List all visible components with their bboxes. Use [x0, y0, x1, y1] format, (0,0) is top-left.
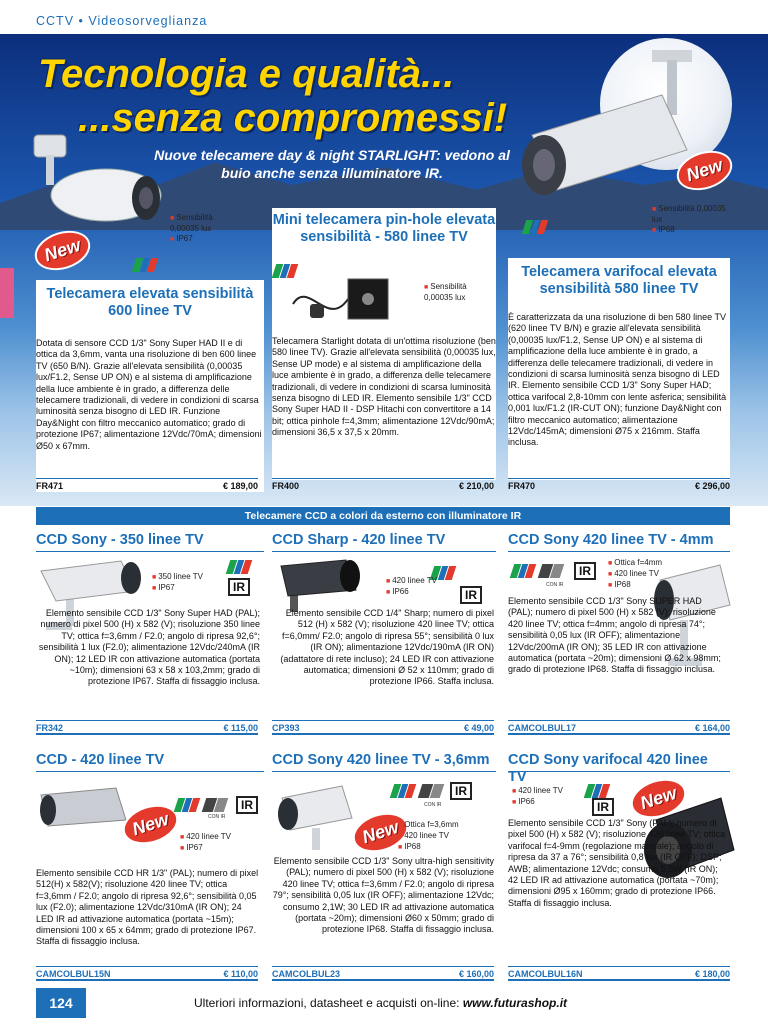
camera-image-fr400	[288, 274, 408, 334]
feature-item: ■ 420 linee TV	[608, 569, 678, 580]
product-card-fr471	[36, 280, 264, 492]
product-title: CCD Sony 420 linee TV - 3,6mm	[272, 752, 496, 772]
ir-badge: IR	[592, 798, 614, 816]
p1-features	[170, 213, 240, 245]
product-code: CAMCOLBUL23	[272, 969, 341, 979]
camera-image-cp393	[276, 556, 376, 616]
p8-features	[398, 820, 494, 853]
con-ir-label: CON IR	[546, 582, 564, 588]
feature-item: ■ Ottica f=4mm	[608, 558, 678, 569]
product-code: CP393	[272, 723, 300, 733]
feature-item: ■ 350 linee TV	[152, 572, 222, 583]
product-card-fr400	[272, 208, 496, 480]
p9-features	[512, 786, 582, 808]
product-description: Elemento sensibile CCD 1/4" Sharp; numero di pixel 512 (H) x 582 (V); risoluzione 420 linee TV; ottica f=6,0mm/ F2.0; angolo di ripresa 55°; sensibilità 0 lux (IR ON); alimentazione 12Vdc/190mA (IR ON) (adattatore di rete incluso); 24 LED IR con attivazione automatica; dimensioni Ø 52 x 110mm; grado di protezione IP66. Staffa inclusa.	[280, 608, 494, 687]
con-ir-label: CON IR	[208, 814, 226, 820]
feature-item: ■ IP67	[180, 843, 250, 854]
new-badge: New	[118, 798, 184, 851]
pal-flag-icon	[522, 220, 549, 234]
product-description: È caratterizzata da una risoluzione di ben 580 linee TV (620 linee TV B/N) e grazie all'elevata sensibilità (0,00035 lux/F1.2, Sense UP ON) e al sistema di amplificazione della luce ambiente è in grado, a differenza delle telecamere tradizionali, di vedere in condizioni di scarsa luminosità senza bisogno di LED IR. Elemento sensibile CCD 1/3" Sony Super HAD; ottica varifocal 2,8-10mm con lente asferica; sensibilità 0,001 lux/F1.2 (IR-CUT ON); funzione Day&Night con filtro meccanico automatico; alimentazione 12Vdc/145mA; dimensioni Ø75 x 216mm. Staffa inclusa.	[508, 312, 727, 448]
feature-item: ■ IP68	[398, 842, 494, 853]
product-price: € 49,00	[463, 723, 494, 733]
product-description: Elemento sensibile CCD 1/3" Sony (PAL); numero di pixel 500 (H) x 582 (V); risoluzione 420 linee TV; ottica varifocal f=4-9mm (regolazione manuale); angolo di ripresa da 37 a 76°; sensibilità 0,8 lux (IR OFF); DSP; AWB; alimentazione 12Vdc; consumo 5,5W (IR ON); 42 LED IR ad attivazione automatica (portata ~70m); dimensioni Ø95 x 160mm; grado di protezione IP66. Staffa di fissaggio inclusa.	[508, 818, 726, 908]
price-row	[36, 966, 258, 981]
pal-flag-icon	[226, 560, 253, 574]
feature-item: ■ 420 linee TV	[180, 832, 250, 843]
hero-title-line1: Tecnologia e qualità...	[38, 52, 455, 96]
side-tab-marker	[0, 268, 14, 318]
price-row	[272, 966, 494, 981]
feature-item: ■ Sensibilità 0,00035 lux	[424, 282, 494, 303]
pal-flag-icon	[584, 784, 611, 798]
pal-flag-icon	[390, 784, 417, 798]
new-badge: New	[626, 772, 692, 825]
product-price: € 210,00	[458, 481, 494, 491]
footer-info: Ulteriori informazioni, datasheet e acquisti on-line:	[194, 996, 460, 1010]
price-row	[508, 720, 730, 735]
feature-item: ■ 420 linee TV	[512, 786, 582, 797]
price-row	[272, 478, 494, 491]
feature-item: ■ IP66	[386, 587, 446, 598]
feature-item: ■ IP68	[608, 580, 678, 591]
product-price: € 296,00	[694, 481, 730, 491]
hero-title-line2: ...senza compromessi!	[78, 96, 508, 140]
product-title: Telecamera elevata sensibilità 600 linee TV	[46, 286, 254, 319]
feature-item: ■ IP67	[170, 234, 240, 245]
new-badge: New	[30, 224, 96, 277]
product-title: CCD Sony - 350 linee TV	[36, 532, 264, 552]
product-title: CCD - 420 linee TV	[36, 752, 264, 772]
product-description: Dotata di sensore CCD 1/3" Sony Super HAD II e di ottica da 3,6mm, vanta una risoluzione di ben 600 linee TV (650 B/N). Grazie all'elevata sensibilità (0,00035 lux/F1.2, Sense UP ON) e al sistema di amplificazione della luce ambiente è in grado, a differenza delle telecamere tradizionali, di vedere in condizioni di scarsa luminosità senza bisogno di LED IR. Funzione Day&Night con filtro meccanico automatico; grado di protezione IP67; alimentazione 12Vdc/70mA; dimensioni Ø50 x 67mm.	[36, 338, 262, 451]
product-description: Elemento sensibile CCD 1/3" Sony SUPER HAD (PAL); numero di pixel 500 (H) x 582 (V); risoluzione 420 linee TV; ottica f=4mm; angolo di ripresa 74°; sensibilità 0,05 lux (IR OFF); alimentazione 12Vdc/200mA (IR ON); 35 LED IR con attivazione automatica (portata ~20m); dimensioni Ø 62 x 98mm; grado di protezione IP68. Staffa di fissaggio inclusa.	[508, 596, 721, 675]
product-code: FR400	[272, 481, 300, 491]
feature-item: ■ IP66	[512, 797, 582, 808]
p7-features	[180, 832, 250, 854]
product-price: € 160,00	[458, 969, 494, 979]
page-number: 124	[36, 988, 86, 1018]
product-title: CCD Sharp - 420 linee TV	[272, 532, 496, 552]
p4-features	[152, 572, 222, 594]
lens-icon	[202, 798, 229, 812]
product-price: € 189,00	[222, 481, 258, 491]
feature-item: ■ IP67	[152, 583, 222, 594]
price-row	[36, 478, 258, 491]
pal-flag-icon	[510, 564, 537, 578]
camera-image-camcolbul23	[272, 778, 362, 858]
product-price: € 180,00	[694, 969, 730, 979]
product-code: CAMCOLBUL15N	[36, 969, 111, 979]
lens-icon	[418, 784, 445, 798]
product-code: FR470	[508, 481, 536, 491]
product-card-fr470	[508, 258, 730, 480]
p2-features	[424, 282, 494, 303]
price-row	[36, 720, 258, 735]
product-description: Telecamera Starlight dotata di un'ottima risoluzione (ben 580 linee TV). Grazie all'elevata sensibilità (0,00035 lux, Sense UP mode) e al sistema di amplificazione della luce ambiente è in grado, a differenza delle telecamere tradizionali, di vedere in condizioni di scarsa luminosità senza bisogno di LED IR. Elemento sensibile 1/3" CCD Sony Super HAD II - DSP Hitachi con convertitore a 14 bit; ottica pinhole f=4,3mm; alimentazione 12Vdc/90mA; dimensioni 36,5 x 37,5 x 20mm.	[272, 336, 496, 438]
new-badge: New	[348, 806, 414, 859]
section-label: CCTV • Videosorveglianza	[36, 14, 208, 28]
hero-subtitle: Nuove telecamere day & night STARLIGHT: vedono al buio anche senza illuminatore IR.	[154, 147, 510, 181]
product-description: Elemento sensibile CCD 1/3" Sony ultra-high sensitivity (PAL); numero di pixel 500 (H) x 582 (V); risoluzione 420 linee TV; ottica f=3,6mm / F2.0; angolo di ripresa 79°; sensibilità 0,05 lux (IR OFF); alimentazione 12Vdc; consumo 2,1W; 30 LED IR ad attivazione automatica (portata ~20m); dimensioni Ø60 x 50mm; grado di protezione IP68. Staffa di fissaggio inclusa.	[272, 856, 494, 935]
footer-text	[194, 996, 567, 1010]
product-price: € 164,00	[694, 723, 730, 733]
product-title: CCD Sony 420 linee TV - 4mm	[508, 532, 730, 552]
product-title: Telecamera varifocal elevata sensibilità 580 linee TV	[521, 264, 717, 297]
product-price: € 110,00	[223, 969, 258, 979]
product-description: Elemento sensibile CCD HR 1/3" (PAL); numero di pixel 512(H) x 582(V); risoluzione 420 linee TV; ottica f=3,6mm / F2.0; angolo di ripresa 92,6°; sensibilità 0,05 lux (F2.0); alimentazione 12Vdc/310mA (IR ON); 24 LED IR ad attivazione automatica (portata ~15m); dimensioni 100 x 65 x 64mm; grado di protezione IP67. Staffa di fissaggio inclusa.	[36, 868, 259, 947]
price-row	[508, 966, 730, 981]
feature-item: ■ Sensibilità 0,00035 lux	[170, 213, 240, 234]
feature-item: ■ 420 linee TV	[398, 831, 494, 842]
pal-flag-icon	[174, 798, 201, 812]
product-code: FR471	[36, 481, 64, 491]
product-title: CCD Sony varifocal 420 linee TV	[508, 752, 730, 772]
feature-item: ■ 420 linee TV	[386, 576, 446, 587]
price-row	[272, 720, 494, 735]
product-code: CAMCOLBUL16N	[508, 969, 583, 979]
feature-item: ■ Sensibilità 0,00035 lux	[652, 204, 732, 225]
ir-badge: IR	[228, 578, 250, 596]
footer-url-link[interactable]: www.futurashop.it	[462, 996, 568, 1010]
product-code: CAMCOLBUL17	[508, 723, 577, 733]
product-price: € 115,00	[223, 723, 258, 733]
con-ir-label: CON IR	[424, 802, 442, 808]
p3-features	[652, 204, 732, 236]
price-row	[508, 478, 730, 491]
ir-badge: IR	[450, 782, 472, 800]
feature-item: ■ IP68	[652, 225, 732, 236]
feature-item: ■ Ottica f=3,6mm	[398, 820, 494, 831]
product-description: Elemento sensibile CCD 1/3" Sony Super HAD (PAL); numero di pixel 500 (H) x 582 (V); risoluzione 350 linee TV; ottica f=3,6mm / F2.0; angolo di ripresa 92,6°; sensibilità 1 lux (F2.0); alimentazione 12Vdc/240mA (IR ON); 12 LED IR con attivazione automatica (portata ~10m); dimensioni 63 x 58 x 103,2mm; grado di protezione IP67. Staffa di fissaggio inclusa.	[38, 608, 260, 687]
ir-badge: IR	[236, 796, 258, 814]
pal-flag-icon	[132, 258, 159, 272]
ir-badge: IR	[460, 586, 482, 604]
lens-icon	[538, 564, 565, 578]
new-badge: New	[672, 144, 738, 197]
product-title: Mini telecamera pin-hole elevata sensibilità - 580 linee TV	[272, 212, 496, 245]
p5-features	[386, 576, 446, 598]
ir-badge: IR	[574, 562, 596, 580]
section-banner: Telecamere CCD a colori da esterno con illuminatore IR	[36, 507, 730, 525]
product-code: FR342	[36, 723, 64, 733]
camera-image-fr471	[24, 120, 164, 240]
camera-image-camcolbul15n	[36, 780, 136, 840]
